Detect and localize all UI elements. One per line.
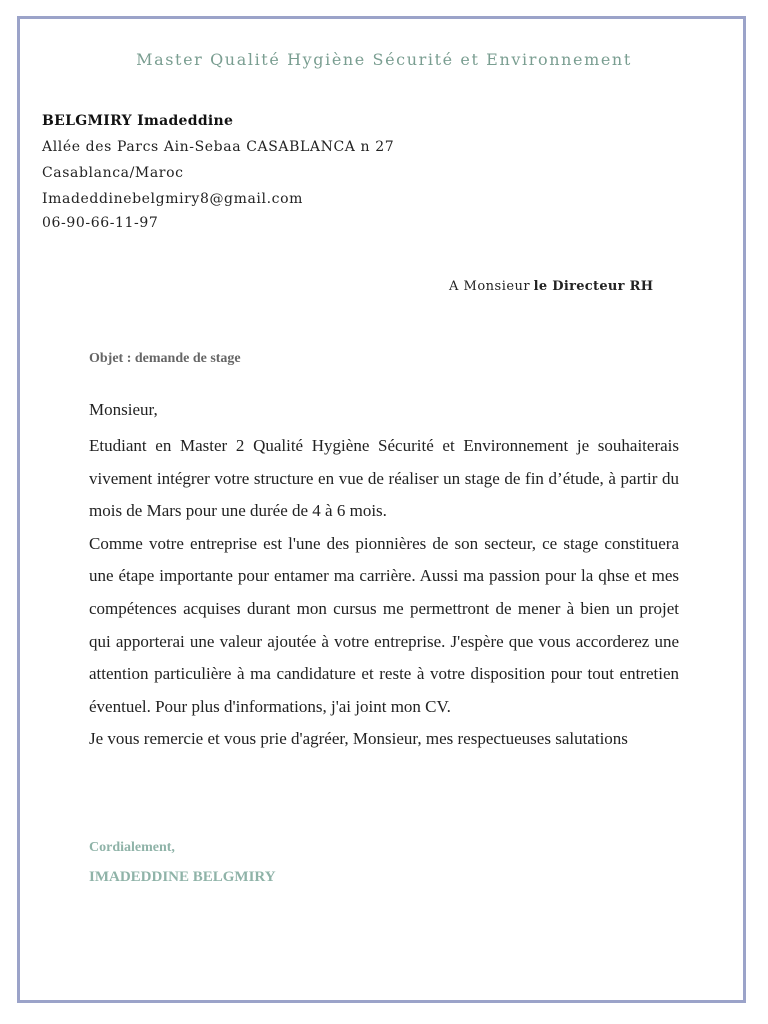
letter-subject: Objet : demande de stage — [89, 351, 241, 366]
letter-greeting: Monsieur, — [89, 400, 158, 419]
recipient-title: le Directeur RH — [533, 279, 654, 294]
sender-address: Allée des Parcs Ain-Sebaa CASABLANCA n 27 — [42, 139, 395, 155]
letter-closing: Cordialement, — [89, 840, 175, 855]
body-paragraph: Etudiant en Master 2 Qualité Hygiène Sécurité et Environnement je souhaiterais vivement intégrer votre structure en vue de réaliser un stage de fin d’étude, à partir du mois de Mars pour une durée de 4 à 6 mois. — [89, 436, 679, 521]
sender-block — [42, 108, 394, 234]
recipient-line — [449, 279, 653, 295]
letter-body — [89, 430, 679, 756]
body-paragraph: Je vous remercie et vous prie d'agréer, Monsieur, mes respectueuses salutations — [89, 729, 628, 749]
sender-email: Imadeddinebelgmiry8@gmail.com — [42, 191, 303, 207]
body-paragraph: Comme votre entreprise est l'une des pionnières de son secteur, ce stage constituera une étape importante pour entamer ma carrière. Aussi ma passion pour la qhse et mes compétences acquises durant mon cursus me permettront de mener à bien un projet qui apporterai une valeur ajoutée à votre entreprise. J'espère que vous accorderez une attention particulière à ma candidature et reste à votre disposition pour tout entretien éventuel. Pour plus d'informations, j'ai joint mon CV. — [89, 533, 679, 716]
letter-signature: IMADEDDINE BELGMIRY — [89, 869, 276, 885]
document-title: Master Qualité Hygiène Sécurité et Environnement — [136, 50, 632, 69]
sender-name: BELGMIRY Imadeddine — [42, 113, 234, 129]
recipient-prefix: A Monsieur — [449, 279, 531, 294]
sender-phone: 06-90-66-11-97 — [42, 215, 159, 231]
sender-city: Casablanca/Maroc — [42, 165, 184, 181]
